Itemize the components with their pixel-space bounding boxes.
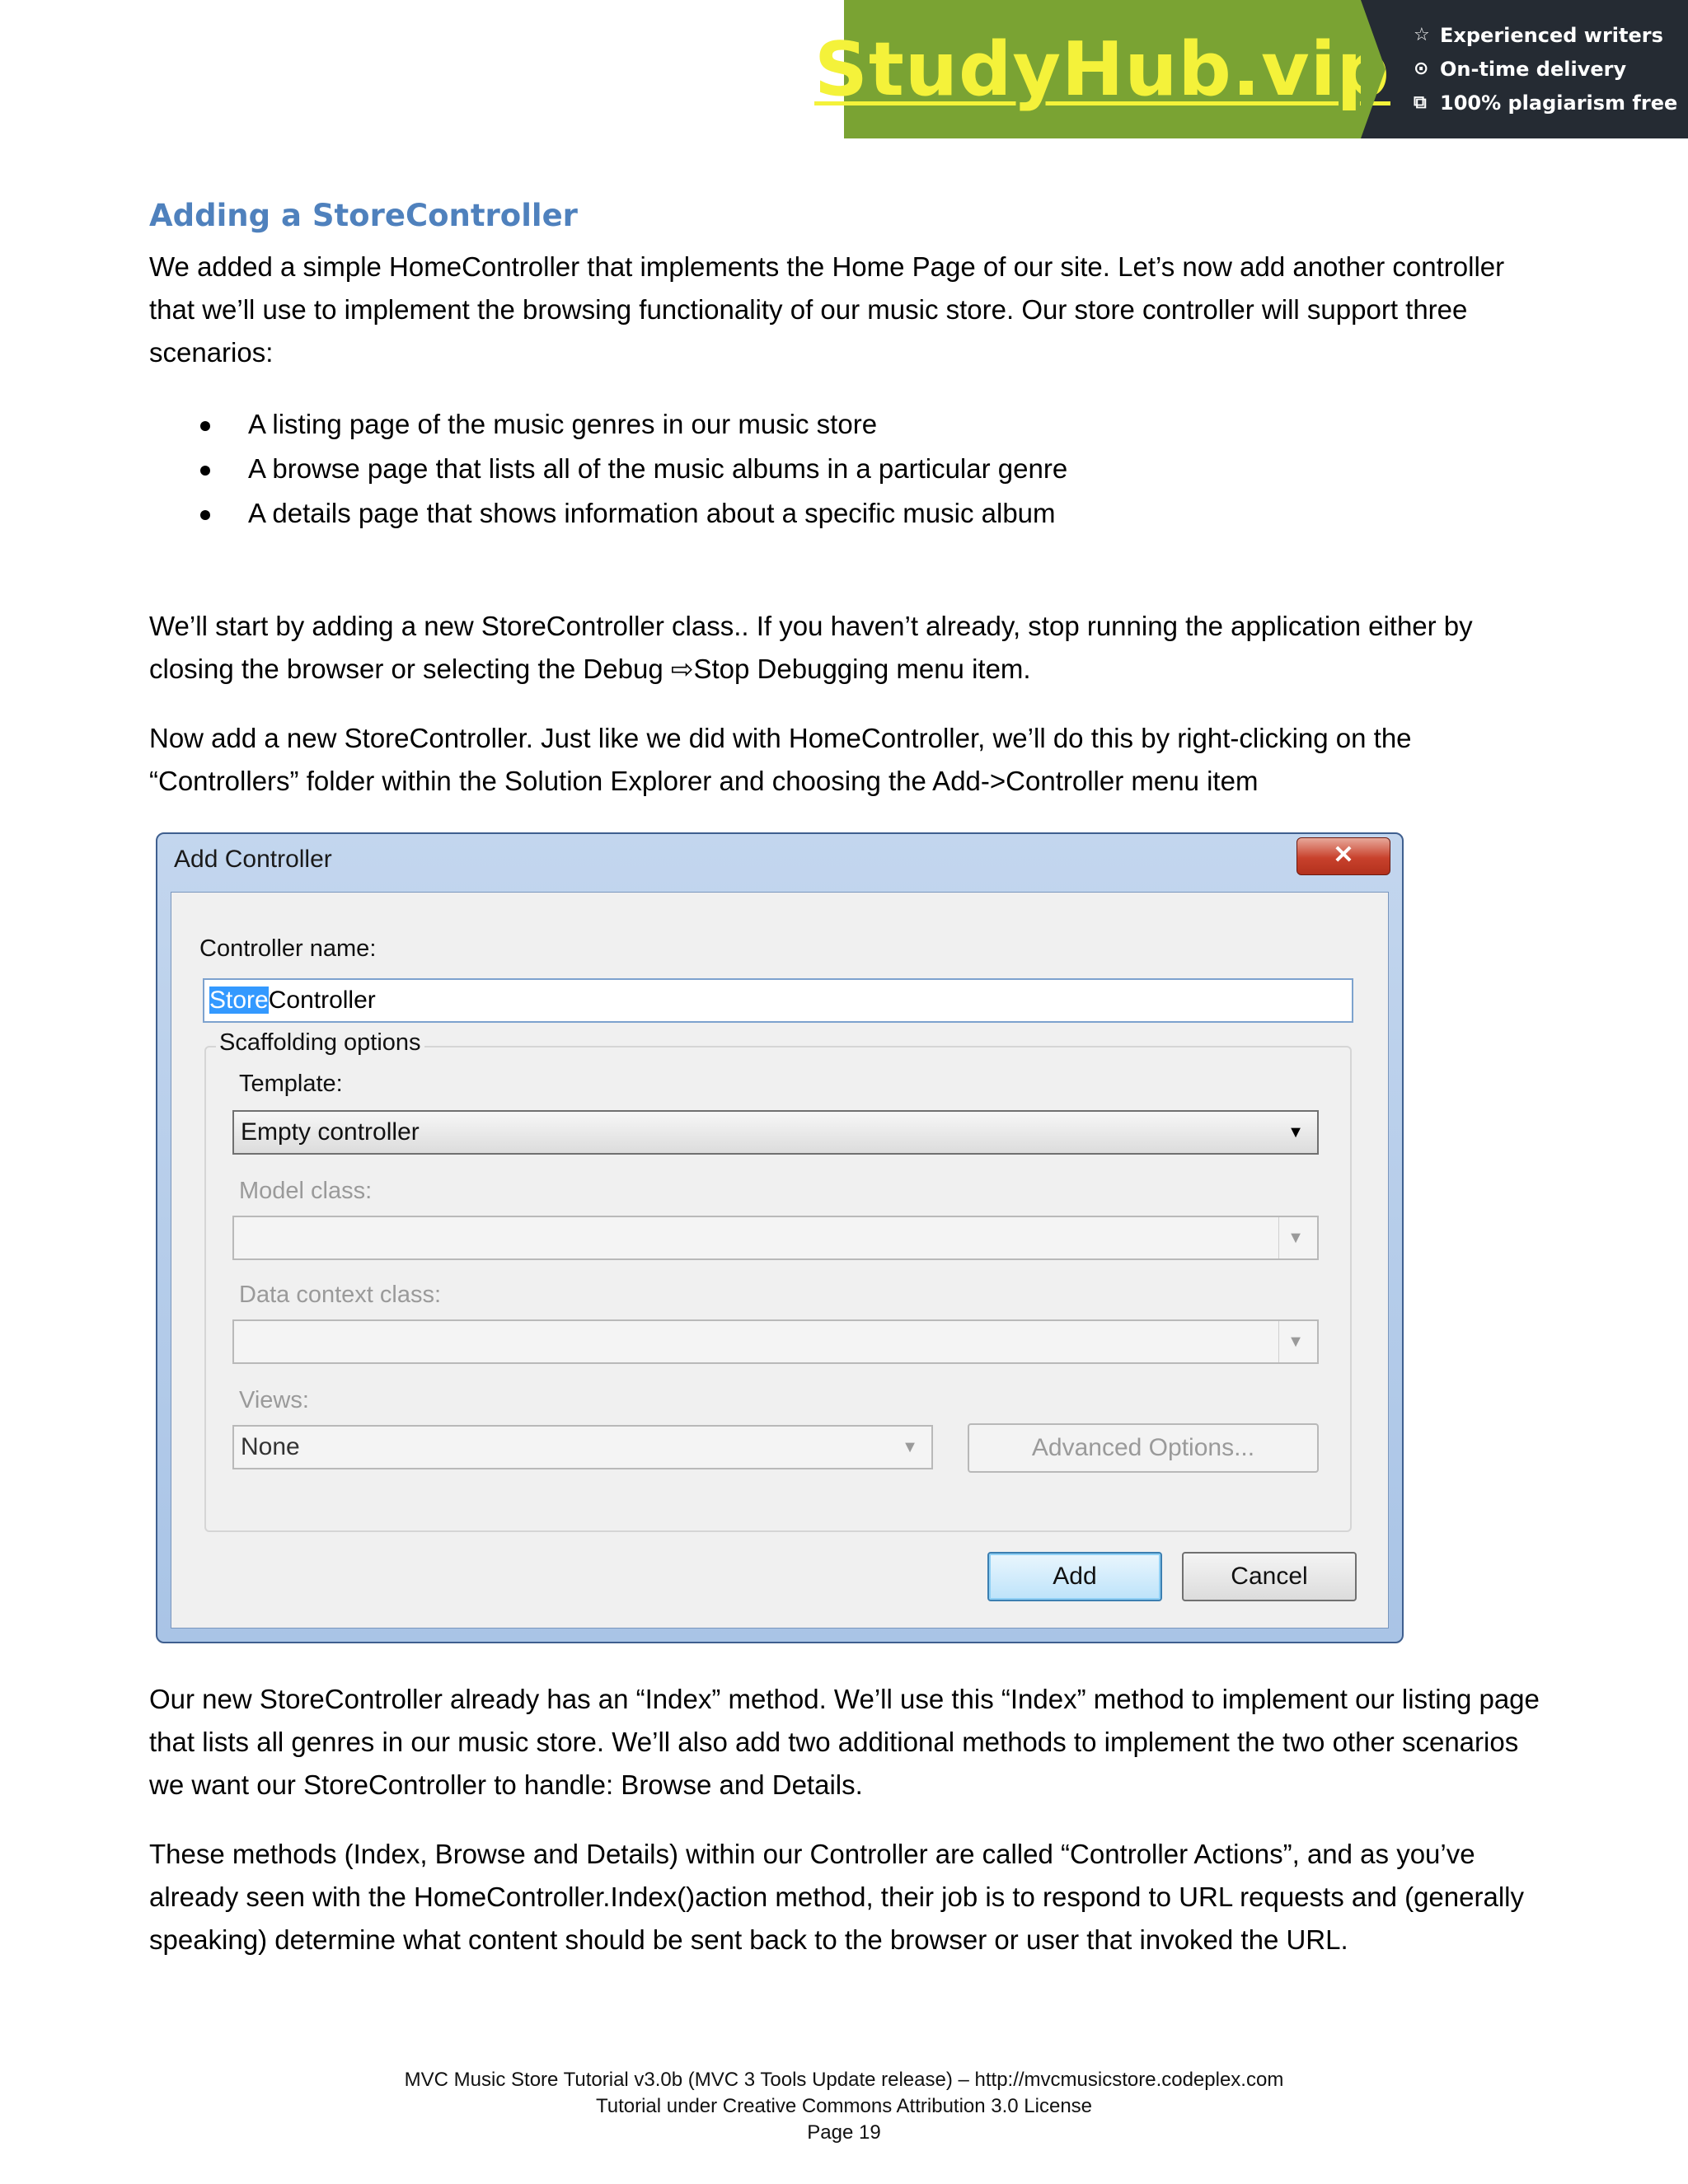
chevron-down-icon: ▼: [902, 1438, 918, 1456]
bullet-icon: [200, 466, 210, 476]
brand-logo-text[interactable]: StudyHub.vip: [814, 26, 1390, 113]
controller-name-label: Controller name:: [199, 935, 377, 962]
bullet-icon: [200, 421, 210, 431]
paragraph-index-method: Our new StoreController already has an “Index” method. We’ll use this “Index” method to implement our listing page that lists all genres in our music store. We’ll also add two additional methods to implement the two other scenarios we want our StoreController to handle: Browse and Details.: [149, 1684, 1540, 1800]
perk-experienced-writers: [1414, 18, 1688, 52]
bullet-icon: [200, 510, 210, 520]
chevron-down-icon: ▼: [1287, 1123, 1304, 1141]
views-select[interactable]: [232, 1425, 933, 1469]
selected-text: Store: [209, 987, 269, 1014]
scenario-list: [149, 402, 1542, 536]
model-class-select[interactable]: [232, 1216, 1319, 1260]
banner-perks: [1361, 0, 1688, 138]
page-number: Page 19: [807, 2121, 881, 2144]
controller-name-input[interactable]: [203, 978, 1353, 1023]
model-class-label: Model class:: [239, 1178, 373, 1204]
paragraph-controller-actions: These methods (Index, Browse and Details) within our Controller are called “Controller Actions”, and as you’ve already seen with the HomeController.Index()action method, their job is to respond to URL requests and (generally speaking) determine what content should be sent back to the browser or user that invoked the URL.: [149, 1839, 1524, 1955]
add-button[interactable]: Add: [987, 1552, 1162, 1601]
footer-line-tutorial: MVC Music Store Tutorial v3.0b (MVC 3 Tools Update release) – http://mvcmusicstore.codeplex.com: [404, 2069, 1284, 2091]
dialog-title: Add Controller: [174, 846, 332, 873]
advanced-options-button[interactable]: Advanced Options...: [968, 1423, 1319, 1473]
template-select[interactable]: [232, 1110, 1319, 1155]
scaffolding-options-group: [204, 1029, 1352, 1532]
close-icon[interactable]: ✕: [1296, 837, 1390, 875]
list-item-text: A listing page of the music genres in our music store: [248, 409, 878, 439]
paragraph-start-controller: We’ll start by adding a new StoreController class.. If you haven’t already, stop running the application either by closing the browser or selecting the Debug ⇨Stop Debugging menu item.: [149, 611, 1473, 684]
input-text: Controller: [268, 987, 376, 1014]
copy-icon: ⧉: [1414, 92, 1427, 113]
list-item: [149, 491, 1542, 536]
clock-icon: ⊙: [1414, 59, 1429, 79]
perk-label: 100% plagiarism free: [1440, 91, 1678, 115]
footer-line-license: Tutorial under Creative Commons Attribution 3.0 License: [595, 2095, 1093, 2117]
data-context-class-select[interactable]: [232, 1319, 1319, 1364]
template-value: Empty controller: [241, 1118, 420, 1146]
template-label: Template:: [239, 1071, 343, 1097]
views-label: Views:: [239, 1387, 309, 1413]
data-context-class-label: Data context class:: [239, 1282, 441, 1308]
perk-label: Experienced writers: [1440, 23, 1663, 47]
perk-plagiarism-free: [1414, 86, 1688, 120]
page-footer: [0, 2067, 1688, 2146]
list-item-text: A browse page that lists all of the music albums in a particular genre: [248, 453, 1068, 484]
studyhub-banner[interactable]: [814, 0, 1688, 138]
chevron-down-icon: ▼: [1278, 1217, 1312, 1258]
star-icon: ☆: [1414, 25, 1430, 45]
perk-label: On-time delivery: [1440, 57, 1627, 81]
dialog-body: [171, 892, 1389, 1629]
chevron-down-icon: ▼: [1278, 1321, 1312, 1362]
list-item: [149, 402, 1542, 447]
views-value: None: [241, 1433, 300, 1460]
banner-brand-area[interactable]: [814, 0, 1390, 138]
intro-paragraph: We added a simple HomeController that implements the Home Page of our site. Let’s now add another controller that we’ll use to implement the browsing functionality of our music store. Our store controller will support three scenarios:: [149, 251, 1505, 368]
perk-on-time-delivery: [1414, 52, 1688, 86]
cancel-button[interactable]: Cancel: [1182, 1552, 1357, 1601]
list-item: [149, 447, 1542, 491]
scaffolding-options-label: Scaffolding options: [216, 1029, 424, 1057]
add-controller-dialog: [156, 832, 1404, 1643]
list-item-text: A details page that shows information about a specific music album: [248, 498, 1056, 528]
section-heading: Adding a StoreController: [149, 198, 578, 233]
paragraph-add-controller: Now add a new StoreController. Just like we did with HomeController, we’ll do this by right-clicking on the “Controllers” folder within the Solution Explorer and choosing the Add->Controller menu item: [149, 723, 1412, 796]
